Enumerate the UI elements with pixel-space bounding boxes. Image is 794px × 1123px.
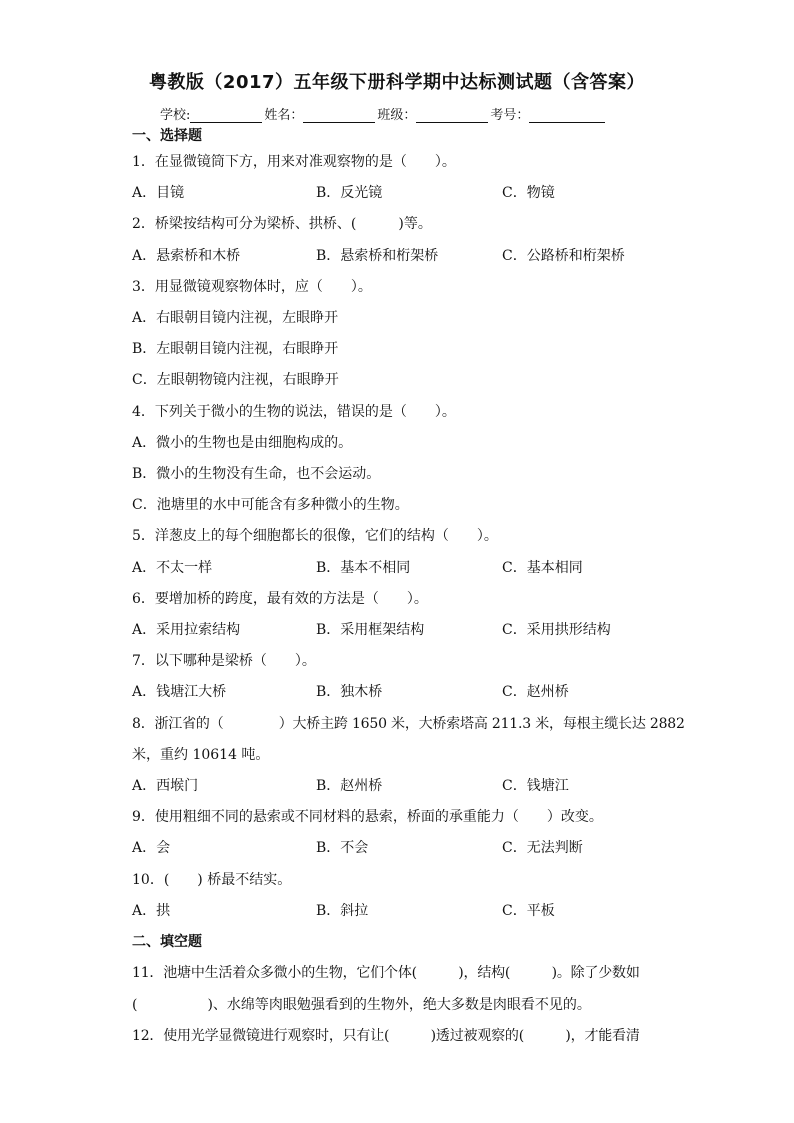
section-fill-heading: 二、填空题: [132, 934, 202, 950]
q1-option-c: C．物镜: [502, 185, 555, 201]
q4-option-b: B．微小的生物没有生命，也不会运动。: [132, 466, 381, 482]
q9-option-b: B．不会: [316, 840, 369, 856]
question-12: 12．使用光学显微镜进行观察时，只有让( )透过被观察的( )，才能看清: [132, 1028, 640, 1044]
q2-option-a: A．悬索桥和木桥: [132, 248, 241, 264]
question-11: 11．池塘中生活着众多微小的生物，它们个体( )，结构( )。除了少数如: [132, 965, 640, 981]
section-choice-heading: 一、选择题: [132, 128, 202, 144]
question-8: 8．浙江省的（ ）大桥主跨 1650 米，大桥索塔高 211.3 米，每根主缆长达 2882: [132, 716, 685, 732]
class-label: 班级：: [377, 108, 417, 123]
q6-option-a: A．采用拉索结构: [132, 622, 241, 638]
question-5: 5．洋葱皮上的每个细胞都长的很像，它们的结构（ ）。: [132, 528, 498, 544]
q9-option-a: A．会: [132, 840, 171, 856]
q7-option-a: A．钱塘江大桥: [132, 684, 227, 700]
q7-option-c: C．赵州桥: [502, 684, 569, 700]
q6-option-b: B．采用框架结构: [316, 622, 425, 638]
question-10: 10．( ) 桥最不结实。: [132, 872, 292, 888]
name-label: 姓名：: [264, 108, 304, 123]
q5-option-b: B．基本不相同: [316, 560, 411, 576]
question-7: 7．以下哪种是梁桥（ ）。: [132, 653, 316, 669]
q9-option-c: C．无法判断: [502, 840, 583, 856]
question-4: 4．下列关于微小的生物的说法，错误的是（ ）。: [132, 404, 456, 420]
q10-option-a: A．拱: [132, 903, 171, 919]
question-9: 9．使用粗细不同的悬索或不同材料的悬索，桥面的承重能力（ ）改变。: [132, 809, 603, 825]
question-2: 2．桥梁按结构可分为梁桥、拱桥、( )等。: [132, 216, 432, 232]
question-8-continued: 米，重约 10614 吨。: [132, 747, 270, 763]
q4-option-a: A．微小的生物也是由细胞构成的。: [132, 435, 353, 451]
number-label: 考号：: [490, 108, 530, 123]
q2-option-b: B．悬索桥和桁架桥: [316, 248, 439, 264]
q3-option-b: B．左眼朝目镜内注视，右眼睁开: [132, 341, 339, 357]
class-blank: [416, 108, 488, 123]
q6-option-c: C．采用拱形结构: [502, 622, 611, 638]
q1-option-a: A．目镜: [132, 185, 185, 201]
q5-option-a: A．不太一样: [132, 560, 213, 576]
q8-option-a: A．西堠门: [132, 778, 199, 794]
question-1: 1．在显微镜筒下方，用来对准观察物的是（ ）。: [132, 154, 456, 170]
page-title: 粤教版（2017）五年级下册科学期中达标测试题（含答案）: [148, 72, 646, 93]
q10-option-b: B．斜拉: [316, 903, 369, 919]
q10-option-c: C．平板: [502, 903, 555, 919]
q1-option-b: B．反光镜: [316, 185, 383, 201]
school-blank: [190, 108, 262, 123]
name-blank: [303, 108, 375, 123]
school-label: 学校:: [160, 108, 191, 123]
student-info-row: [160, 104, 607, 123]
q3-option-a: A．右眼朝目镜内注视，左眼睁开: [132, 310, 339, 326]
number-blank: [529, 108, 605, 123]
q8-option-b: B．赵州桥: [316, 778, 383, 794]
q4-option-c: C．池塘里的水中可能含有多种微小的生物。: [132, 497, 409, 513]
q7-option-b: B．独木桥: [316, 684, 383, 700]
question-6: 6．要增加桥的跨度，最有效的方法是（ ）。: [132, 591, 428, 607]
q3-option-c: C．左眼朝物镜内注视，右眼睁开: [132, 372, 339, 388]
question-3: 3．用显微镜观察物体时，应（ ）。: [132, 279, 372, 295]
question-11-continued: ( )、水绵等肉眼勉强看到的生物外，绝大多数是肉眼看不见的。: [132, 997, 591, 1013]
q2-option-c: C．公路桥和桁架桥: [502, 248, 625, 264]
q8-option-c: C．钱塘江: [502, 778, 569, 794]
q5-option-c: C．基本相同: [502, 560, 583, 576]
